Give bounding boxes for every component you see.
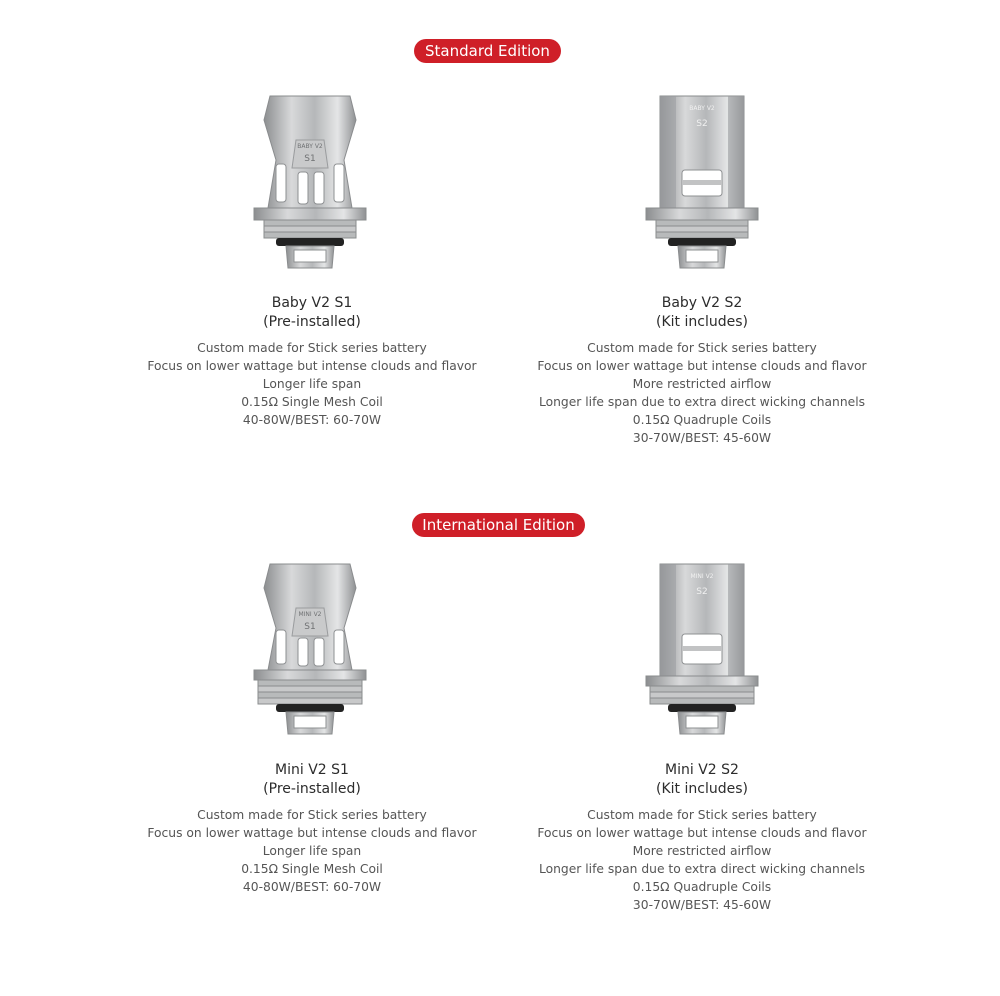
product-note: (Kit includes)	[656, 314, 748, 330]
product-baby-v2-s1	[112, 294, 512, 429]
coil-s2-icon	[632, 90, 772, 270]
feature-line: 0.15Ω Single Mesh Coil	[241, 395, 383, 409]
engraving-model: MINI V2	[690, 573, 714, 580]
coil-s1-icon	[240, 90, 380, 270]
feature-line: Custom made for Stick series battery	[587, 341, 817, 355]
international-edition-badge: International Edition	[412, 513, 585, 537]
coil-s1-icon	[240, 558, 380, 738]
feature-line: Longer life span due to extra direct wicking channels	[538, 395, 866, 409]
feature-line: More restricted airflow	[632, 844, 772, 858]
product-name: Baby V2 S1	[271, 295, 353, 311]
feature-line: Custom made for Stick series battery	[587, 808, 817, 822]
feature-line: More restricted airflow	[632, 377, 772, 391]
feature-line: 0.15Ω Quadruple Coils	[632, 880, 772, 894]
feature-line: 0.15Ω Single Mesh Coil	[241, 862, 383, 876]
product-baby-v2-s2	[502, 294, 902, 447]
feature-line: Focus on lower wattage but intense clouds and flavor	[537, 826, 867, 840]
coil-s2-icon	[632, 558, 772, 738]
product-name: Mini V2 S1	[275, 762, 349, 778]
feature-line: 40-80W/BEST: 60-70W	[242, 880, 382, 894]
feature-line: 40-80W/BEST: 60-70W	[242, 413, 382, 427]
feature-line: Focus on lower wattage but intense clouds and flavor	[147, 826, 477, 840]
feature-line: 30-70W/BEST: 45-60W	[632, 898, 772, 912]
feature-line: Custom made for Stick series battery	[197, 808, 427, 822]
feature-line: 30-70W/BEST: 45-60W	[632, 431, 772, 445]
engraving-code: S2	[696, 587, 708, 597]
feature-line: Longer life span	[262, 377, 362, 391]
engraving-code: S1	[304, 622, 316, 632]
feature-line: Focus on lower wattage but intense clouds and flavor	[537, 359, 867, 373]
product-note: (Pre-installed)	[263, 314, 361, 330]
standard-edition-badge: Standard Edition	[414, 39, 561, 63]
feature-line: 0.15Ω Quadruple Coils	[632, 413, 772, 427]
feature-line: Focus on lower wattage but intense clouds and flavor	[147, 359, 477, 373]
feature-line: Longer life span	[262, 844, 362, 858]
product-note: (Kit includes)	[656, 781, 748, 797]
product-mini-v2-s2	[502, 761, 902, 914]
product-name: Mini V2 S2	[665, 762, 739, 778]
product-note: (Pre-installed)	[263, 781, 361, 797]
feature-line: Longer life span due to extra direct wicking channels	[538, 862, 866, 876]
engraving-model: MINI V2	[298, 611, 322, 618]
product-mini-v2-s1	[112, 761, 512, 896]
engraving-code: S2	[696, 119, 708, 129]
engraving-model: BABY V2	[689, 105, 715, 112]
engraving-model: BABY V2	[297, 143, 323, 150]
product-name: Baby V2 S2	[661, 295, 743, 311]
engraving-code: S1	[304, 154, 316, 164]
feature-line: Custom made for Stick series battery	[197, 341, 427, 355]
